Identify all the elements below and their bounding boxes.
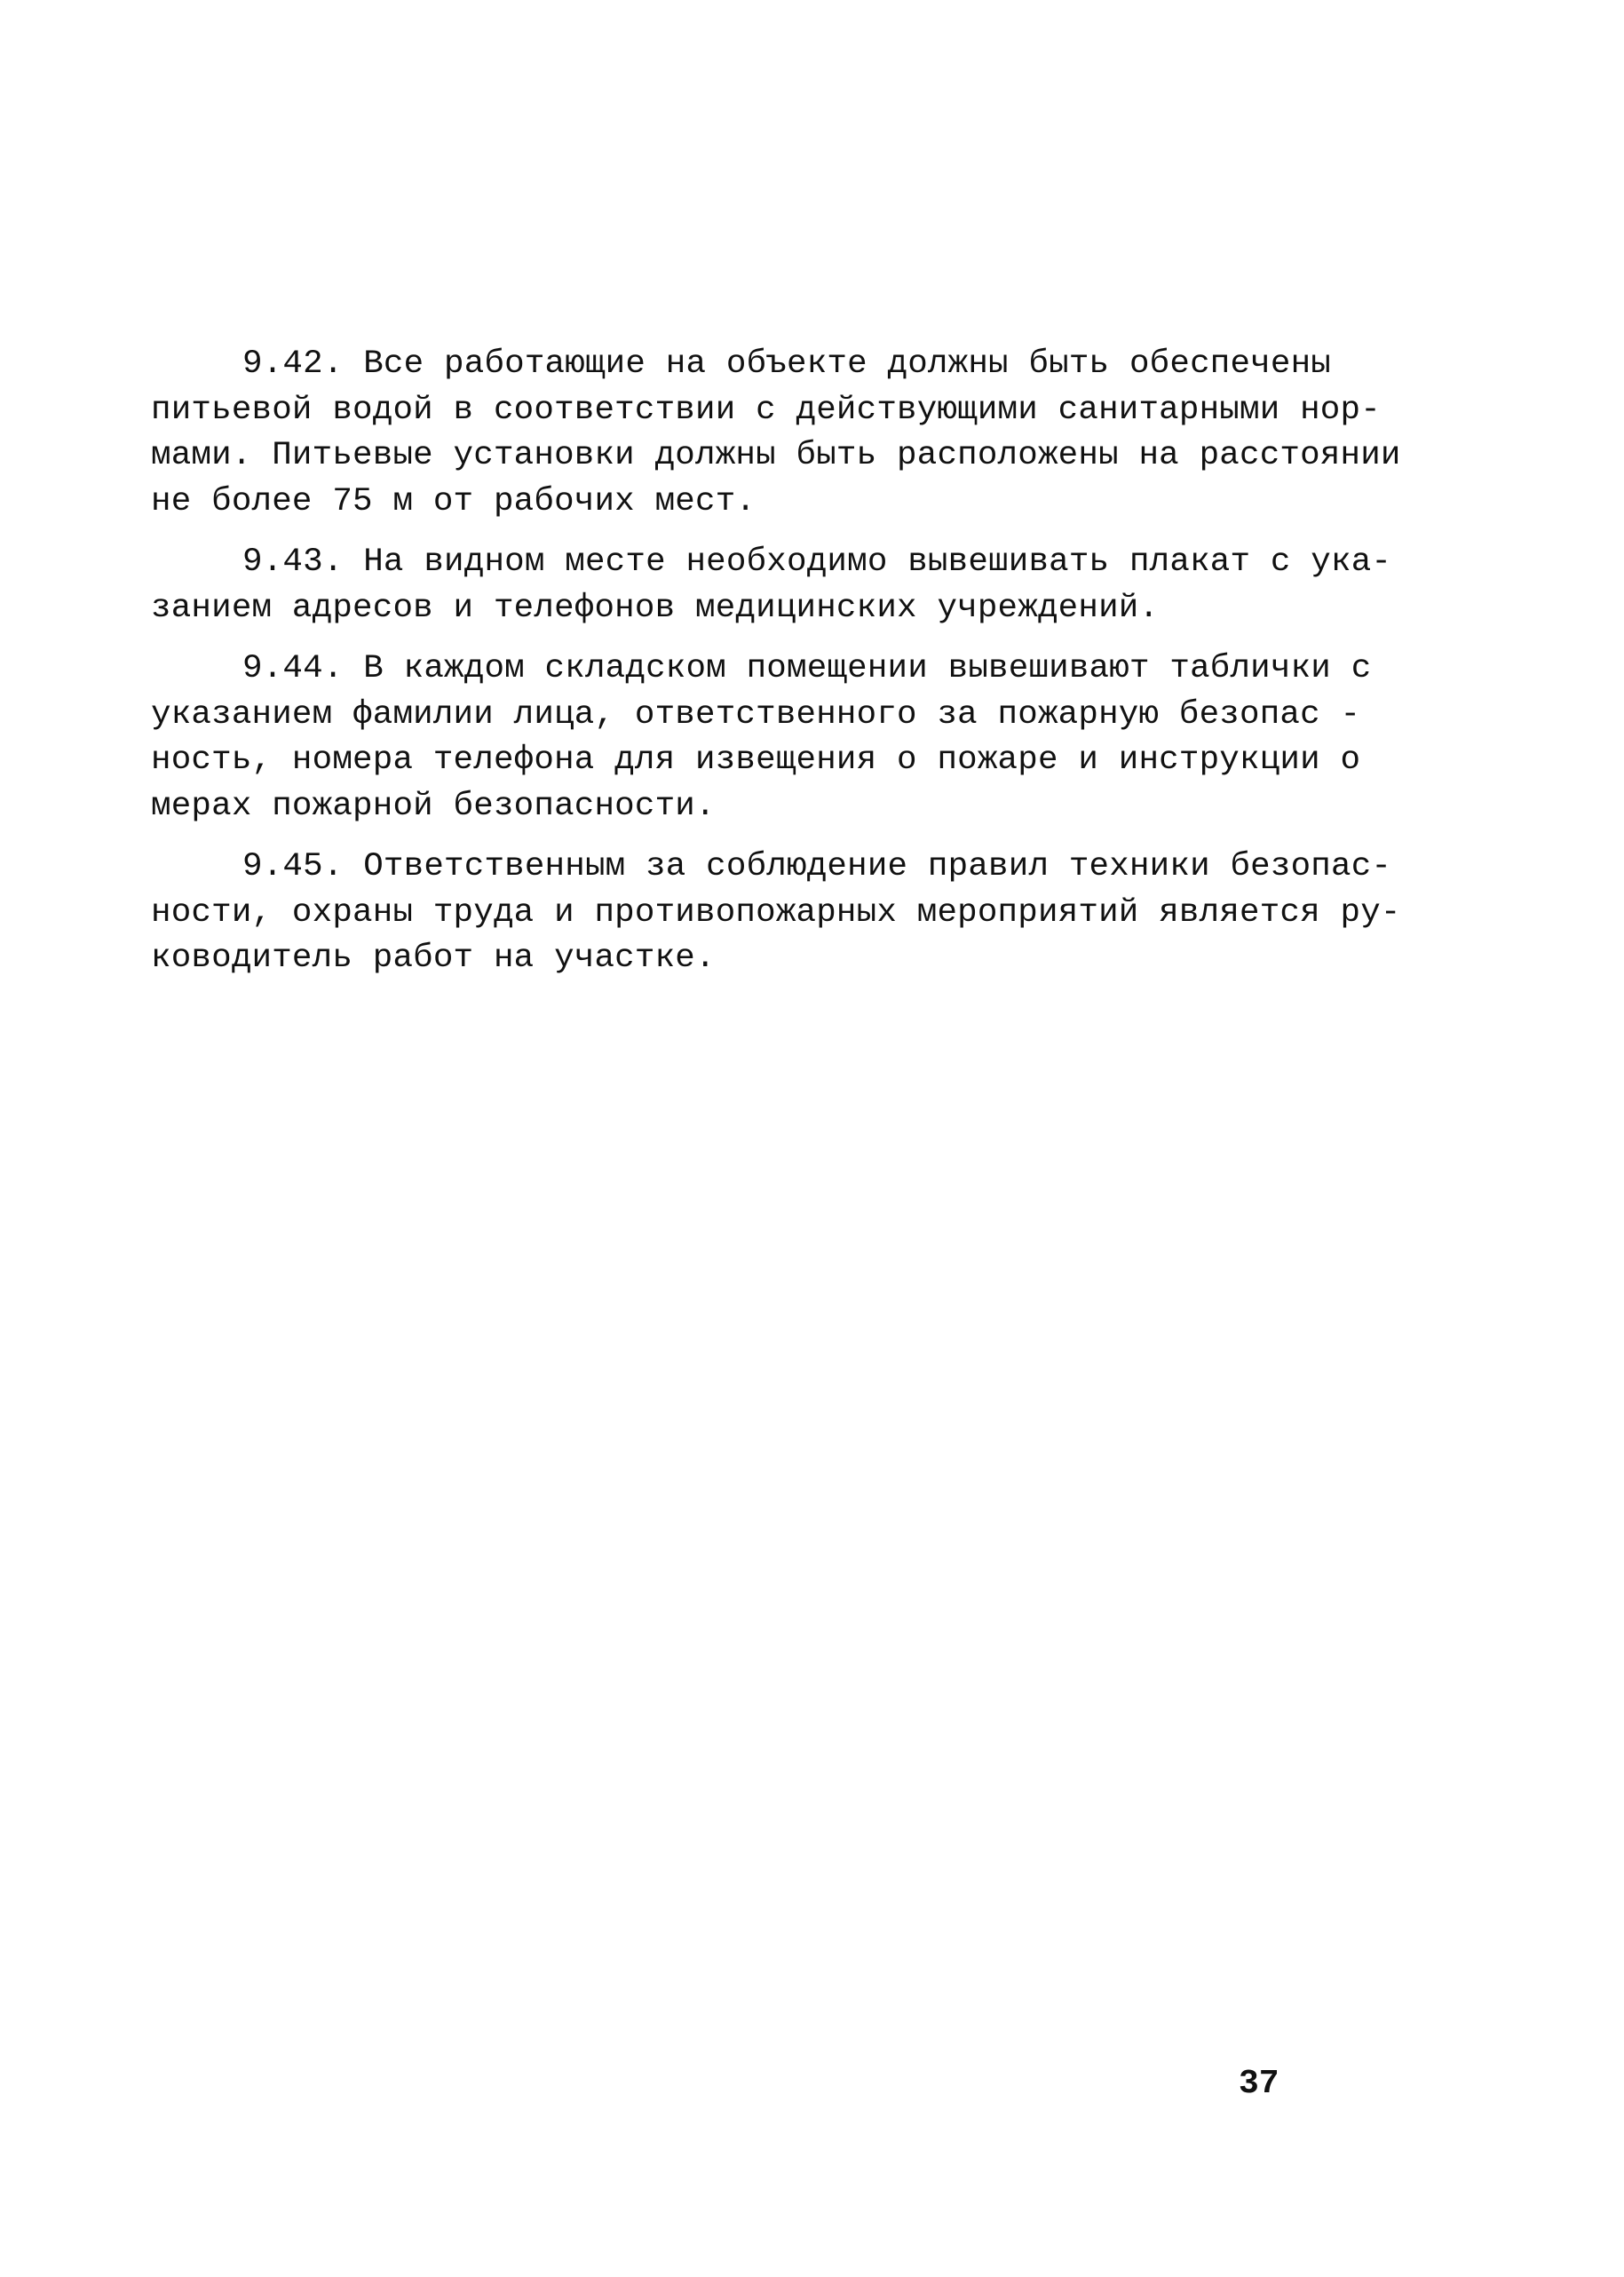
paragraph-line: 9.44. В каждом складском помещении вывешивают таблички с xyxy=(242,650,1372,687)
paragraph-line: ности, охраны труда и противопожарных мероприятий является ру- xyxy=(151,893,1401,932)
document-body xyxy=(151,342,1401,997)
paragraph-line: мерах пожарной безопасности. xyxy=(151,787,716,825)
page-number: 37 xyxy=(1239,2065,1279,2103)
paragraph-line: не более 75 м от рабочих мест. xyxy=(151,482,757,520)
paragraph-line: ководитель работ на участке. xyxy=(151,940,716,977)
paragraph-line: 9.42. Все работающие на объекте должны быть обеспечены xyxy=(242,345,1331,383)
paragraph-line: питьевой водой в соответствии с действующими санитарными нор- xyxy=(151,391,1381,429)
paragraph-line: ность, номера телефона для извещения о пожаре и инструкции о xyxy=(151,742,1361,779)
paragraph-line: 9.43. На видном месте необходимо вывешивать плакат с ука- xyxy=(242,543,1392,581)
paragraph-line: мами. Питьевые установки должны быть расположены на расстоянии xyxy=(151,437,1401,474)
paragraph-9-42 xyxy=(151,342,1401,525)
paragraph-9-43 xyxy=(151,540,1392,631)
paragraph-line: занием адресов и телефонов медицинских учреждений. xyxy=(151,589,1160,627)
paragraph-9-45 xyxy=(151,845,1401,982)
paragraph-line: 9.45. Ответственным за соблюдение правил техники безопас- xyxy=(242,848,1392,885)
paragraph-9-44 xyxy=(151,647,1372,829)
paragraph-line: указанием фамилии лица, ответственного за пожарную безопас - xyxy=(151,695,1361,734)
